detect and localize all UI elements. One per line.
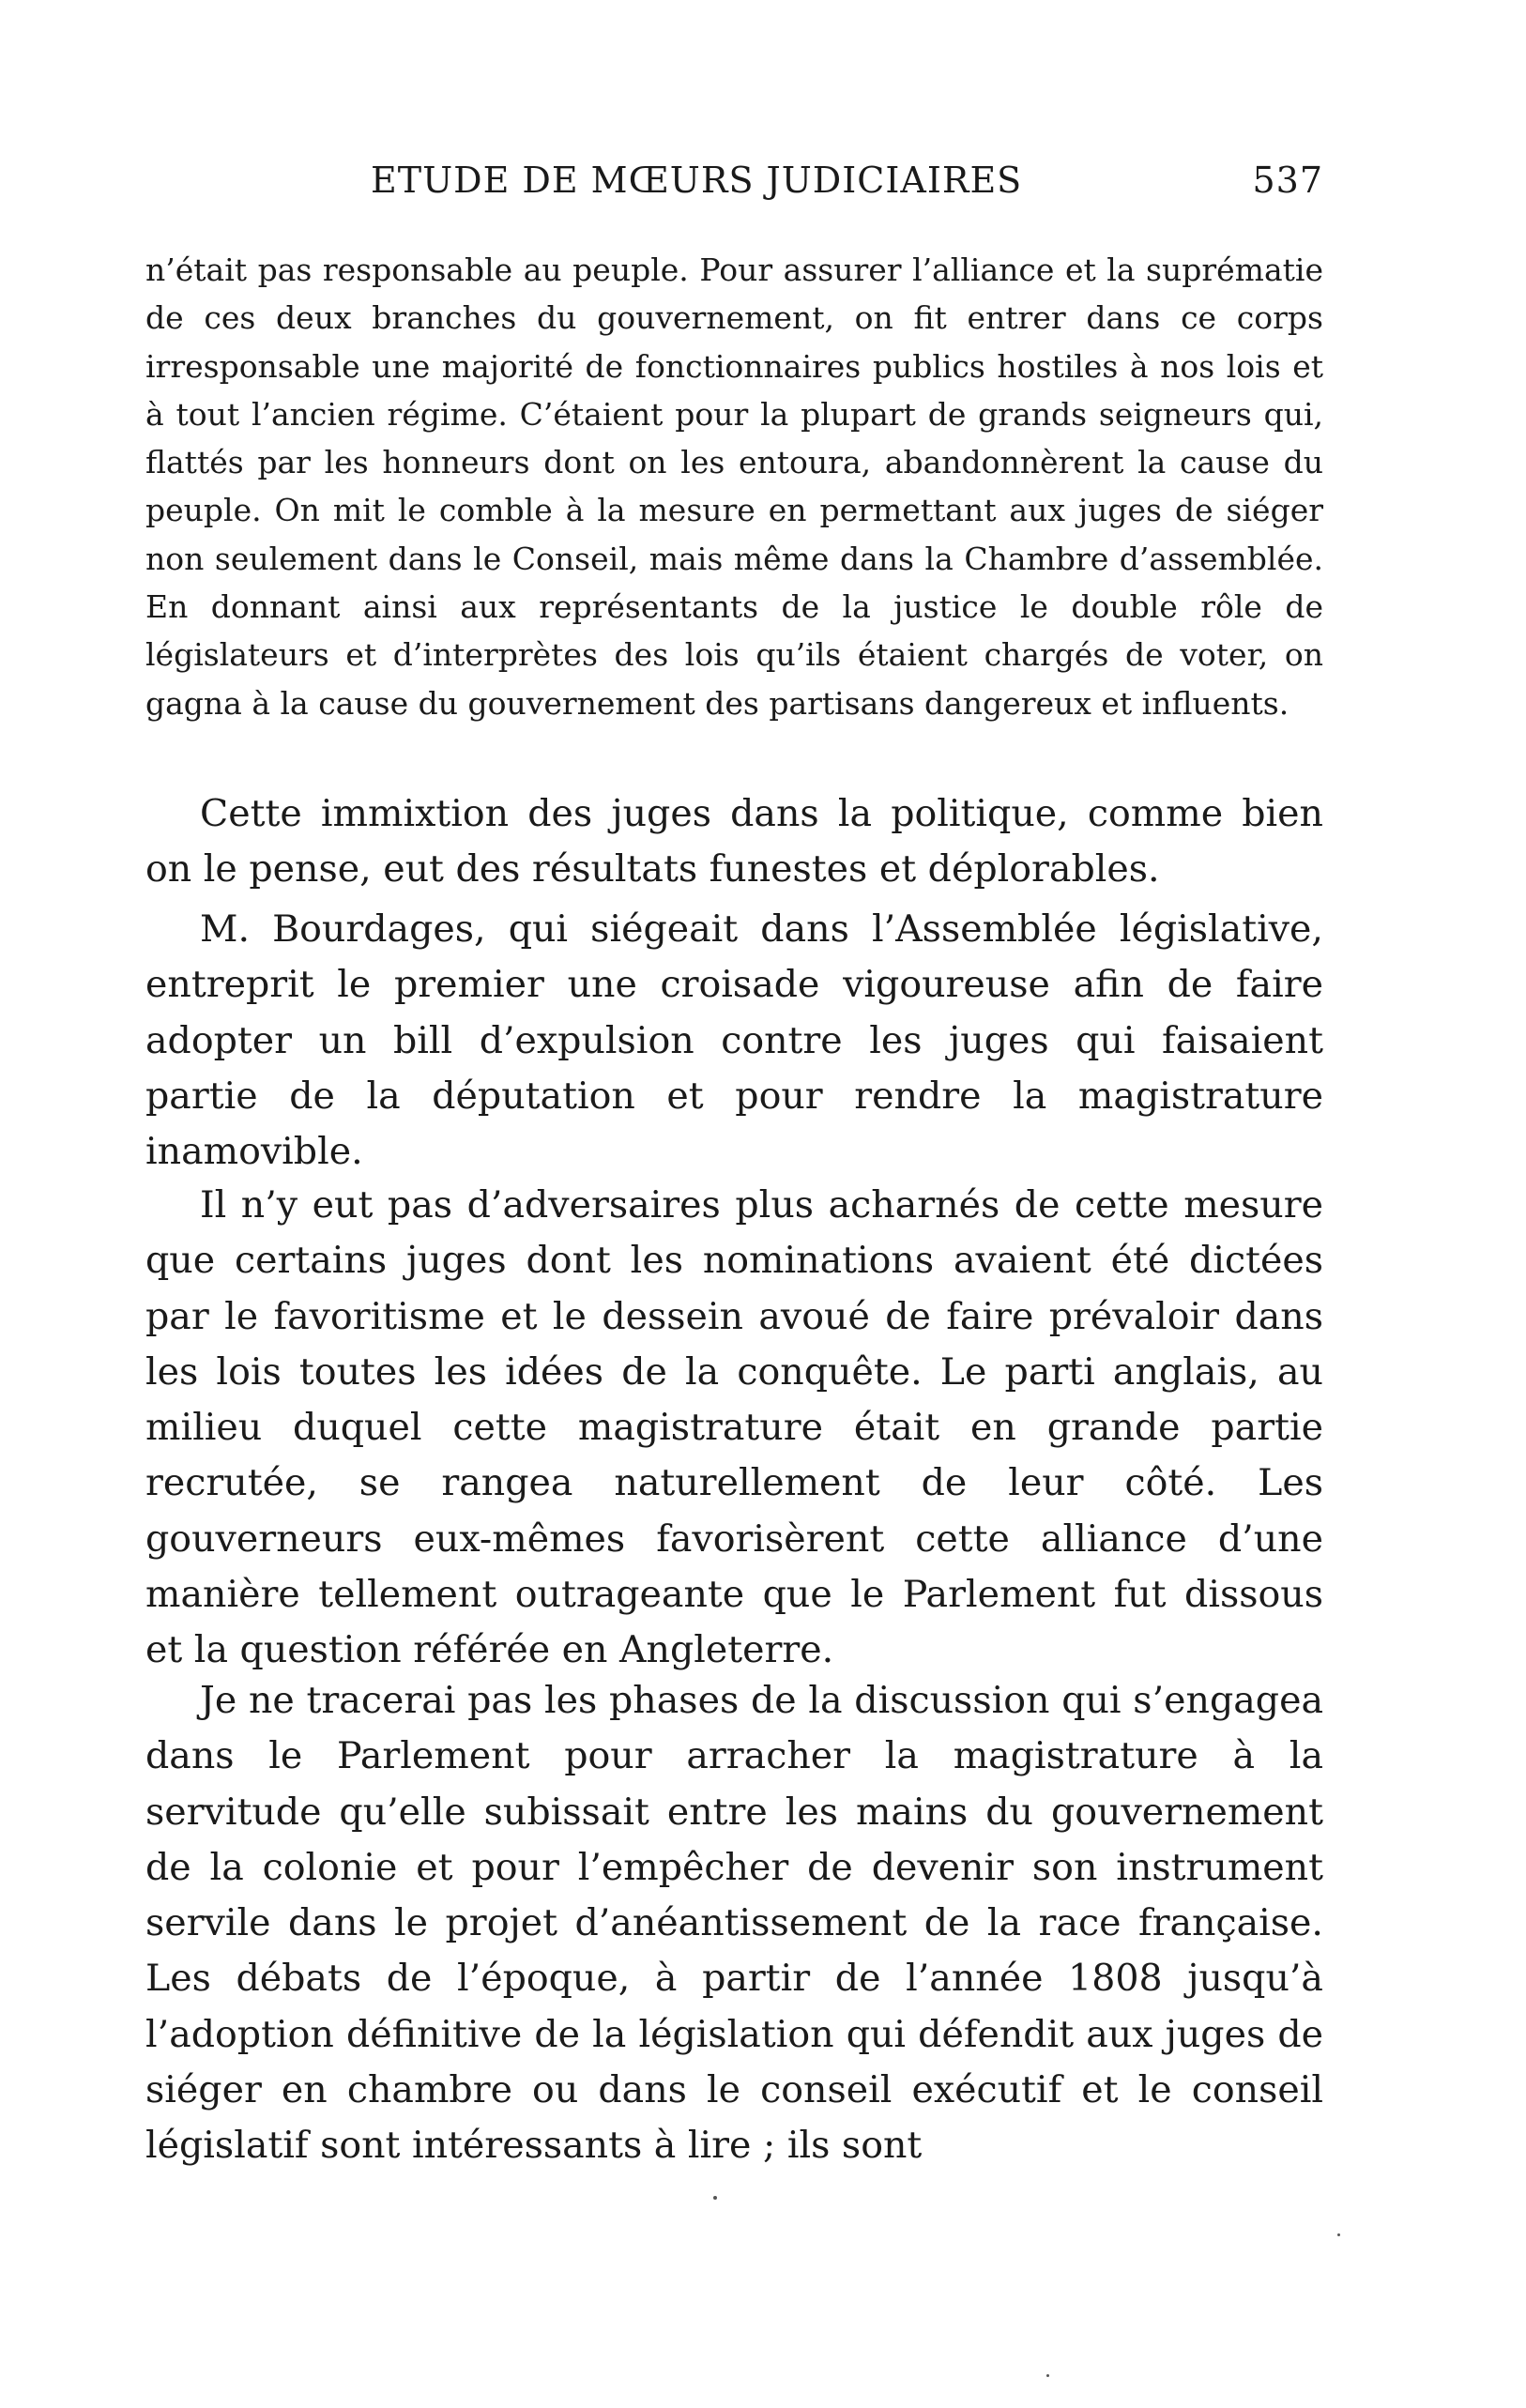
paragraph: Cette immixtion des juges dans la politique, comme bien on le pense, eut des résultats funestes et déplorables. — [145, 792, 1323, 892]
running-head — [145, 160, 1323, 216]
quoted-passage: n’était pas responsable au peuple. Pour assurer l’alliance et la suprématie de ces deux branches du gouvernement, on fit entrer dans ce corps irresponsable une majorité de fonctionnaires publics hostiles à nos lois et à tout l’ancien régime. C’étaient pour la plupart de grands seigneurs qui, flattés par les honneurs dont on les entoura, abandonnèrent la cause du peuple. On mit le comble à la mesure en permettant aux juges de siéger non seulement dans le Conseil, mais même dans la Chambre d’assemblée. En donnant ainsi aux représentants de la justice le double rôle de législateurs et d’interprètes des lois qu’ils étaient chargés de voter, on gagna à la cause du gouvernement des partisans dangereux et influents. — [145, 251, 1323, 722]
paper-speck — [1337, 2233, 1340, 2236]
running-title: ETUDE DE MŒURS JUDICIAIRES — [371, 160, 1023, 201]
paper-speck — [1046, 2374, 1049, 2377]
paragraph: M. Bourdages, qui siégeait dans l’Assemblée législative, entreprit le premier une croisade vigoureuse afin de faire adopter un bill d’expulsion contre les juges qui faisaient partie de la députation et pour rendre la magistrature inamovible. — [145, 907, 1323, 1174]
page-number: 537 — [1252, 160, 1323, 201]
paper-speck — [713, 2196, 717, 2200]
paragraph: Je ne tracerai pas les phases de la discussion qui s’engagea dans le Parlement pour arracher la magistrature à la servitude qu’elle subissait entre les mains du gouvernement de la colonie et pour l’empêcher de devenir son instrument servile dans le projet d’anéantissement de la race française. Les débats de l’époque, à partir de l’année 1808 jusqu’à l’adoption définitive de la législation qui défendit aux juges de siéger en chambre ou dans le conseil exécutif et le conseil législatif sont intéressants à lire ; ils sont — [145, 1679, 1323, 2168]
paragraph: Il n’y eut pas d’adversaires plus acharnés de cette mesure que certains juges dont les nominations avaient été dictées par le favoritisme et le dessein avoué de faire prévaloir dans les lois toutes les idées de la conquête. Le parti anglais, au milieu duquel cette magistrature était en grande partie recrutée, se rangea naturellement de leur côté. Les gouverneurs eux-mêmes favorisèrent cette alliance d’une manière tellement outrageante que le Parlement fut dissous et la question référée en Angleterre. — [145, 1183, 1323, 1672]
